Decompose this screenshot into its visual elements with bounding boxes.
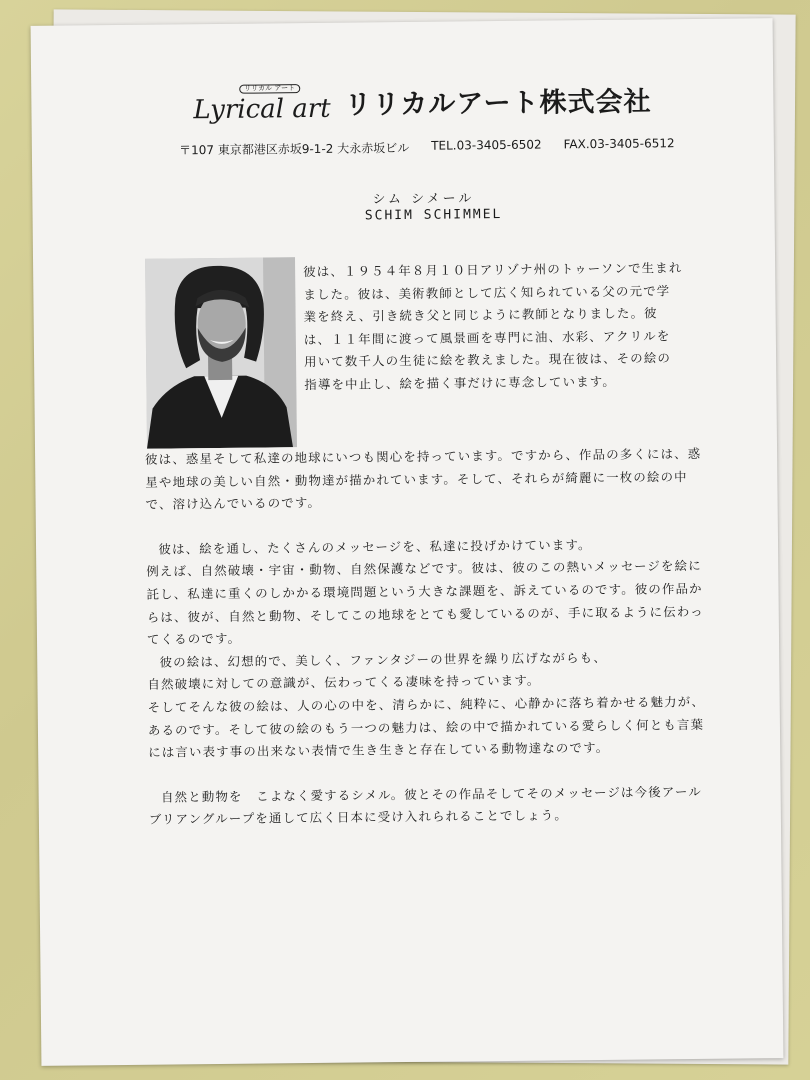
letterhead bbox=[31, 78, 774, 160]
paragraph-fantasy-line: 自然破壊に対しての意識が、伝わってくる凄味を持っています。 bbox=[147, 672, 541, 693]
logo-text: Lyrical art bbox=[193, 93, 331, 126]
paragraph-closing: 自然と動物を こよなく愛するシメル。彼とその作品そしてそのメッセージは今後アールブリアングループを通して広く日本に受け入れられることでしょう。 bbox=[148, 783, 703, 828]
document-page bbox=[31, 18, 784, 1066]
paragraph-planet: 彼は、惑星そして私達の地球にいつも関心を持っています。ですから、作品の多くには、惑星や地球の美しい自然・動物達が描かれています。そして、それらが綺麗に一枚の絵の中で、溶け込んでいるのです。 bbox=[145, 445, 702, 512]
brand-row bbox=[71, 78, 773, 124]
contact-line bbox=[80, 135, 774, 159]
body-text bbox=[145, 443, 709, 832]
paragraph-message: 例えば、自然破壊・宇宙・動物、自然保護などです。彼は、彼のこの熱いメッセージを絵に託し、私達に重くのしかかる環境問題という大きな課題を、訴えているのです。彼の作品からは、彼が、自然と動物、そしてこの地球をとても愛しているのが、手に取るように伝わってくるのです。 bbox=[146, 558, 704, 647]
artist-portrait bbox=[145, 257, 297, 449]
company-logo bbox=[193, 84, 331, 126]
paragraph-message-lead: 彼は、絵を通し、たくさんのメッセージを、私達に投げかけています。 bbox=[158, 536, 592, 557]
artist-name-roman: SCHIM SCHIMMEL bbox=[364, 206, 503, 224]
logo-kana: リリカル アート bbox=[239, 84, 300, 94]
artist-name-kana: シム シメール bbox=[372, 191, 475, 208]
paragraph-charm: そしてそんな彼の絵は、人の心の中を、清らかに、純粋に、心静かに落ち着かせる魅力が、あるのです。そして彼の絵のもう一つの魅力は、絵の中で描かれている愛らしく何とも言葉には言い表す事の出来ない表情で生き生きと存在している動物達なのです。 bbox=[147, 693, 705, 760]
fax: FAX.03-3405-6512 bbox=[563, 136, 675, 152]
telephone: TEL.03-3405-6502 bbox=[431, 137, 542, 153]
address: 〒107 東京都港区赤坂9-1-2 大永赤坂ビル bbox=[179, 140, 410, 158]
intro-paragraph: 彼は、１９５４年８月１０日アリゾナ州のトゥーソンで生まれました。彼は、美術教師として広く知られている父の元で学業を終え、引き続き父と同じように教師となりました。彼は、１１年間に渡って風景画を専門に油、水彩、アクリルを用いて数千人の生徒に絵を教えました。現在彼は、その絵の指導を中止し、絵を描く事だけに専念しています。 bbox=[303, 260, 683, 393]
paragraph-fantasy-lead: 彼の絵は、幻想的で、美しく、ファンタジーの世界を繰り広げながらも、 bbox=[159, 649, 607, 670]
company-name: リリカルアート株式会社 bbox=[344, 86, 652, 121]
